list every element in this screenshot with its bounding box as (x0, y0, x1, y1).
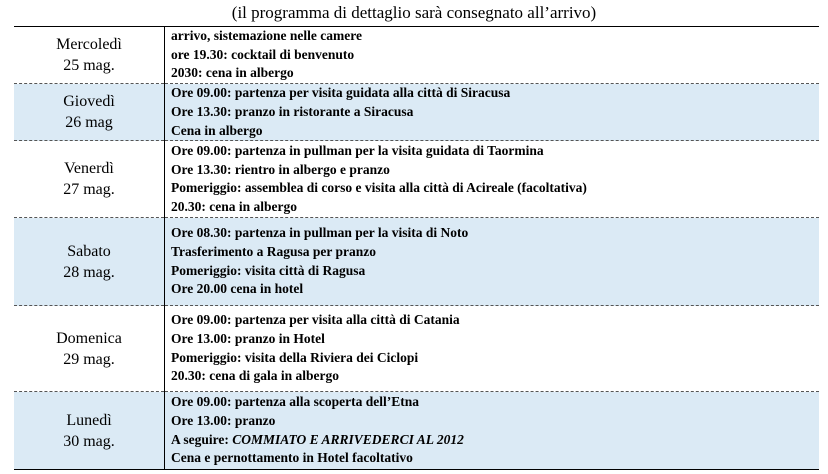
day-name: Mercoledì (56, 36, 122, 54)
farewell-emphasis: COMMIATO E ARRIVEDERCI AL 2012 (232, 431, 464, 447)
schedule-row-giovedi (14, 84, 819, 141)
activity-line: Cena e pernottamento in Hotel facoltativo (171, 450, 413, 466)
day-name: Venerdì (64, 160, 114, 178)
schedule-row-mercoledi (14, 27, 819, 84)
activities-cell (165, 218, 820, 306)
activity-line: Ore 13.30: pranzo in ristorante a Siracusa (171, 103, 414, 119)
activity-line: Pomeriggio: visita della Riviera dei Ciclopi (171, 349, 419, 365)
activity-line: Pomeriggio: visita città di Ragusa (171, 262, 366, 278)
day-date: 27 mag. (63, 181, 115, 199)
day-cell (14, 392, 165, 470)
day-cell (14, 141, 165, 218)
activities-cell (165, 306, 820, 392)
activity-line: Ore 13.00: pranzo in Hotel (171, 331, 325, 347)
day-name: Sabato (67, 242, 111, 260)
day-name: Domenica (56, 329, 122, 347)
activity-line: 20.30: cena di gala in albergo (171, 368, 339, 384)
activities-cell (165, 392, 820, 470)
day-name: Giovedì (63, 93, 115, 111)
activities-cell (165, 84, 820, 141)
activity-line: Pomeriggio: assemblea di corso e visita alla città di Acireale (facoltativa) (171, 180, 587, 196)
activity-line: arrivo, sistemazione nelle camere (171, 28, 362, 43)
activity-line: 2030: cena in albergo (171, 65, 294, 81)
day-date: 29 mag. (63, 350, 115, 368)
day-date: 26 mag (65, 114, 113, 132)
activities-cell (165, 141, 820, 218)
activity-line: Ore 09.00: partenza in pullman per la visita guidata di Taormina (171, 142, 544, 158)
farewell-prefix: A seguire: (171, 431, 233, 447)
schedule-row-venerdi (14, 141, 819, 218)
activity-line: Ore 09.00: partenza per visita alla città di Catania (171, 312, 460, 328)
day-date: 28 mag. (63, 263, 115, 281)
program-subtitle: (il programma di dettaglio sarà consegnato all’arrivo) (231, 3, 597, 22)
activity-line: Ore 20.00 cena in hotel (171, 281, 304, 297)
day-date: 25 mag. (63, 57, 115, 75)
day-cell (14, 27, 165, 84)
activity-line: Cena in albergo (171, 122, 263, 138)
activity-line: Ore 09.00: partenza alla scoperta dell’Etna (171, 394, 419, 410)
activity-line-farewell (171, 431, 819, 450)
day-date: 30 mag. (63, 432, 115, 450)
activity-line: 20.30: cena in albergo (171, 198, 297, 214)
schedule-row-lunedi (14, 392, 819, 470)
schedule-table (14, 26, 819, 470)
activities-cell (165, 27, 820, 84)
day-cell (14, 306, 165, 392)
activity-line: ore 19.30: cocktail di benvenuto (171, 46, 355, 62)
activity-line: Trasferimento a Ragusa per pranzo (171, 244, 376, 260)
day-name: Lunedì (66, 411, 112, 429)
day-cell (14, 84, 165, 141)
schedule-row-domenica (14, 306, 819, 392)
day-cell (14, 218, 165, 306)
activity-line: Ore 09.00: partenza per visita guidata alla città di Siracusa (171, 85, 511, 101)
schedule-row-sabato (14, 218, 819, 306)
activity-line: Ore 08.30: partenza in pullman per la visita di Noto (171, 225, 469, 241)
activity-line: Ore 13.30: rientro in albergo e pranzo (171, 161, 390, 177)
activity-line: Ore 13.00: pranzo (171, 413, 276, 429)
